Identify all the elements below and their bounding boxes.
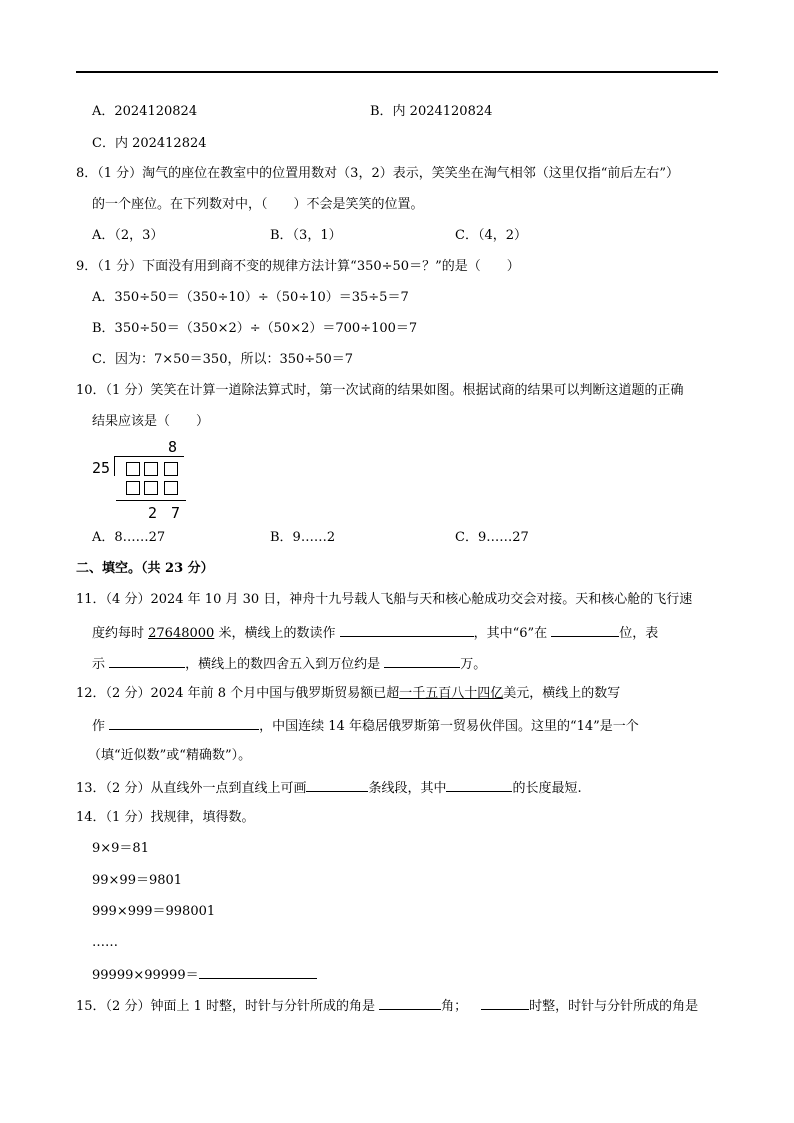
q13-text: 条线段，其中 <box>368 781 447 796</box>
answer-blank[interactable] <box>340 624 474 637</box>
section-heading: 二、填空。（共 23 分） <box>76 561 214 576</box>
header-rule <box>76 71 718 73</box>
answer-blank[interactable] <box>199 966 317 979</box>
q7-option-a: A．2024120824 <box>92 104 198 119</box>
q11-text: 米，横线上的数读作 <box>214 626 340 641</box>
q15-text: 角； <box>441 999 468 1014</box>
q14-ellipsis: …… <box>92 935 118 950</box>
product-box <box>126 481 140 495</box>
quotient-digit: 8 <box>168 438 178 456</box>
dividend-box <box>144 462 158 476</box>
q14-equation-blank <box>92 966 317 984</box>
q14-equation: 999×999＝998001 <box>92 904 216 919</box>
subtraction-line <box>116 500 186 501</box>
q9-option-a: A．350÷50＝（350÷10）÷（50÷10）＝35÷5＝7 <box>92 290 409 305</box>
q9-stem: 9．（1 分）下面没有用到商不变的规律方法计算“350÷50＝？”的是（ ） <box>76 259 520 274</box>
q8-stem-line2: 的一个座位。在下列数对中，（ ）不会是笑笑的位置。 <box>92 197 424 212</box>
q14-text: 99999×99999＝ <box>92 968 199 983</box>
q13-text: 13．（2 分）从直线外一点到直线上可画 <box>76 781 307 796</box>
q11-underlined-number: 27648000 <box>148 626 215 641</box>
q13-line <box>76 779 582 797</box>
division-bar <box>114 456 184 457</box>
q12-line3: （填“近似数”或“精确数”）。 <box>88 748 252 763</box>
q11-text: 位，表 <box>619 626 659 641</box>
q9-option-b: B．350÷50＝（350×2）÷（50×2）＝700÷100＝7 <box>92 321 418 336</box>
q11-text: 示 <box>92 657 110 672</box>
q13-text: 的长度最短. <box>512 781 582 796</box>
division-bracket <box>114 456 115 476</box>
q7-option-c: C．内 202412824 <box>92 136 207 151</box>
q12-line1 <box>76 686 620 702</box>
q11-line3 <box>92 655 486 673</box>
q14-equation: 9×9＝81 <box>92 841 149 856</box>
q9-option-c: C．因为：7×50＝350，所以：350÷50＝7 <box>92 352 353 367</box>
q11-text: ，其中“6”在 <box>473 626 552 641</box>
q8-option-a: A．（2，3） <box>92 228 164 243</box>
dividend-box <box>126 462 140 476</box>
answer-blank[interactable] <box>551 624 619 637</box>
q8-option-b: B．（3，1） <box>270 228 342 243</box>
answer-blank[interactable] <box>446 779 512 792</box>
dividend-box <box>164 462 178 476</box>
answer-blank[interactable] <box>481 997 529 1010</box>
q15-line <box>76 997 698 1015</box>
q15-text: 时整，时针与分针所成的角是 <box>529 999 699 1014</box>
q8-stem-line1: 8．（1 分）淘气的座位在教室中的位置用数对（3，2）表示，笑笑坐在淘气相邻（这里仅指“前后左右”） <box>76 166 680 181</box>
q15-text: 15．（2 分）钟面上 1 时整，时针与分针所成的角是 <box>76 999 380 1014</box>
q11-text: 万。 <box>460 657 487 672</box>
answer-blank[interactable] <box>384 655 460 668</box>
q12-text: ，中国连续 14 年稳居俄罗斯第一贸易伙伴国。这里的“14”是一个 <box>259 719 639 734</box>
q14-stem: 14．（1 分）找规律，填得数。 <box>76 810 255 825</box>
answer-blank[interactable] <box>379 997 441 1010</box>
q11-line1: 11．（4 分）2024 年 10 月 30 日，神舟十九号载人飞船与天和核心舱成功交会对接。天和核心舱的飞行速 <box>76 592 693 607</box>
q12-text: 作 <box>92 719 110 734</box>
q12-line2 <box>92 717 639 735</box>
answer-blank[interactable] <box>109 717 259 730</box>
q10-option-a: A．8……27 <box>92 530 166 545</box>
q11-text: 度约每时 <box>92 626 149 641</box>
divisor: 25 <box>92 459 111 477</box>
remainder-digit: 2 <box>148 504 158 522</box>
q10-option-c: C．9……27 <box>455 530 529 545</box>
q10-option-b: B．9……2 <box>270 530 336 545</box>
remainder-digit: 7 <box>171 504 181 522</box>
q14-equation: 99×99＝9801 <box>92 873 183 888</box>
answer-blank[interactable] <box>306 779 368 792</box>
q8-option-c: C．（4，2） <box>455 228 527 243</box>
answer-blank[interactable] <box>109 655 185 668</box>
q7-option-b: B．内 2024120824 <box>370 104 493 119</box>
q10-stem-line2: 结果应该是（ ） <box>92 414 210 429</box>
q12-underlined-number: 一千五百八十四亿 <box>399 686 504 701</box>
product-box <box>144 481 158 495</box>
q12-text: 12．（2 分）2024 年前 8 个月中国与俄罗斯贸易额已超 <box>76 686 400 701</box>
q11-line2 <box>92 624 658 642</box>
q12-text: 美元，横线上的数写 <box>503 686 621 701</box>
long-division-figure <box>88 436 198 524</box>
product-box <box>164 481 178 495</box>
q11-text: ，横线上的数四舍五入到万位约是 <box>185 657 385 672</box>
q10-stem-line1: 10．（1 分）笑笑在计算一道除法算式时，第一次试商的结果如图。根据试商的结果可以判断这道题的正确 <box>76 383 684 398</box>
